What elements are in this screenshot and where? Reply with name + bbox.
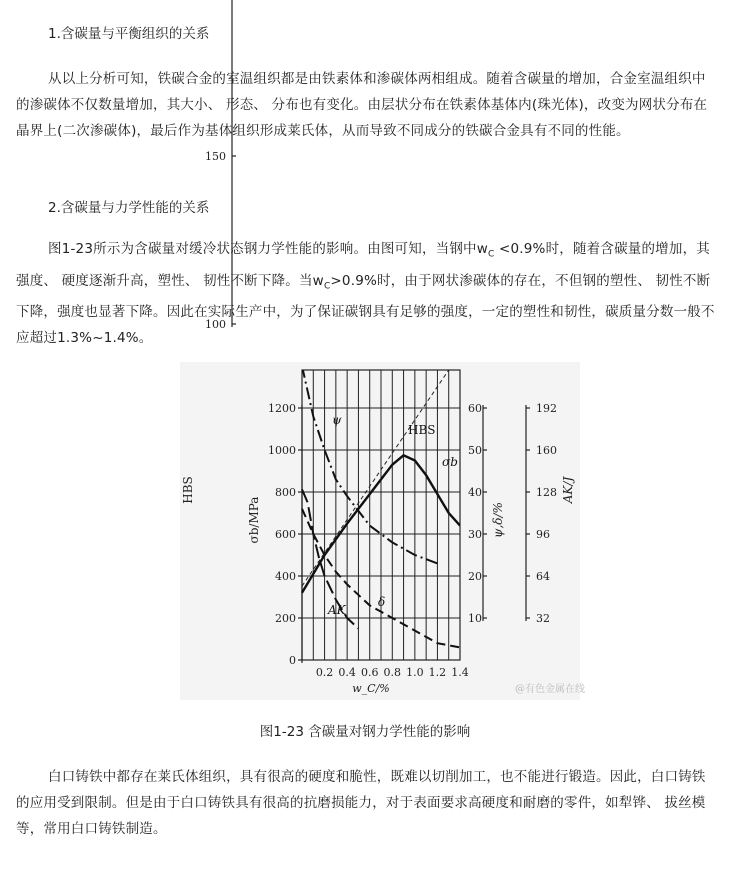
paragraph-2 — [16, 236, 716, 351]
axis-ak-tick-label: 96 — [536, 528, 550, 541]
axis-psi-tick-label: 50 — [468, 444, 482, 457]
axis-sigma-tick-label: 0 — [289, 654, 296, 667]
curve-label-delta: δ — [378, 595, 386, 609]
axis-ak-tick-label: 192 — [536, 402, 557, 415]
paragraph-3: 白口铸铁中都存在莱氏体组织，具有很高的硬度和脆性，既难以切削加工，也不能进行锻造。因此，白口铸铁的应用受到限制。但是由于白口铸铁具有很高的抗磨损能力，对于表面要求高硬度和耐磨的零件，如犁铧、 拔丝模等，常用白口铸铁制造。 — [16, 769, 706, 837]
subscript-c-1: C — [487, 249, 495, 260]
x-tick-label: 0.2 — [315, 666, 334, 679]
paragraph-2-part-b: <0.9%时，随着含碳量的增加，其强度、 硬度逐渐升高，塑性、 韧性不断下降。当w — [16, 241, 710, 289]
x-axis-label: w_C/% — [352, 682, 390, 695]
paragraph-2-part-a: 图1-23所示为含碳量对缓冷状态钢力学性能的影响。由图可知，当钢中w — [48, 241, 488, 257]
axis-hbs-tick-label: 100 — [205, 318, 226, 331]
curve-label-hbs: HBS — [408, 423, 436, 437]
paragraph-2-part-c: >0.9%时，由于网状渗碳体的存在，不但钢的塑性、 韧性不断下降，强度也显著下降。因此在实际生产中，为了保证碳钢具有足够的强度，一定的塑性和韧性，碳质量分数一般不应超过1.3%~1.4%。 — [16, 272, 715, 347]
subscript-c-2: C — [323, 281, 331, 292]
watermark: @有色金属在线 — [515, 684, 585, 695]
axis-psi-label: ψ,δ/% — [491, 502, 505, 538]
axis-ak-tick-label: 128 — [536, 486, 557, 499]
curve-label-psi: ψ — [332, 413, 342, 427]
axis-hbs-label: HBS — [181, 476, 195, 504]
figure-caption: 图1-23 含碳量对钢力学性能的影响 — [259, 724, 471, 740]
axis-hbs-tick-label: 150 — [205, 150, 226, 163]
axis-ak-tick-label: 32 — [536, 612, 550, 625]
axis-psi-tick-label: 20 — [468, 570, 482, 583]
axis-ak-label: AK/J — [561, 476, 575, 504]
x-tick-label: 1.2 — [428, 666, 447, 679]
axis-sigma-tick-label: 600 — [275, 528, 296, 541]
x-tick-label: 0.8 — [383, 666, 402, 679]
axis-psi-tick-label: 10 — [468, 612, 482, 625]
axis-ak-tick-label: 64 — [536, 570, 550, 583]
x-tick-label: 0.6 — [360, 666, 379, 679]
axis-sigma-tick-label: 400 — [275, 570, 296, 583]
axis-sigma-tick-label: 1000 — [268, 444, 296, 457]
x-tick-label: 1.4 — [451, 666, 469, 679]
curve-label-ak: AK — [328, 603, 346, 617]
axis-sigma-tick-label: 1200 — [268, 402, 296, 415]
axis-sigma-label: σb/MPa — [247, 496, 261, 544]
axis-psi-tick-label: 60 — [468, 402, 482, 415]
paragraph-1: 从以上分析可知，铁碳合金的室温组织都是由铁素体和渗碳体两相组成。随着含碳量的增加，合金室温组织中的渗碳体不仅数量增加，其大小、 形态、 分布也有变化。由层状分布在铁素体基体内(珠光体)，改变为网状分布在晶界上(二次渗碳体)，最后作为基体组织形成莱氏体，从而导致不同成分的铁碳合金具有不同的性能。 — [16, 71, 708, 139]
axis-psi-tick-label: 30 — [468, 528, 482, 541]
section-heading-1: 1.含碳量与平衡组织的关系 — [48, 26, 210, 42]
axis-sigma-tick-label: 200 — [275, 612, 296, 625]
x-tick-label: 1.0 — [406, 666, 424, 679]
section-heading-2: 2.含碳量与力学性能的关系 — [48, 200, 210, 216]
axis-sigma-tick-label: 800 — [275, 486, 296, 499]
x-tick-label: 0.4 — [338, 666, 356, 679]
axis-psi-tick-label: 40 — [468, 486, 482, 499]
axis-ak-tick-label: 160 — [536, 444, 557, 457]
curve-label-sigma-b: σb — [442, 455, 458, 469]
